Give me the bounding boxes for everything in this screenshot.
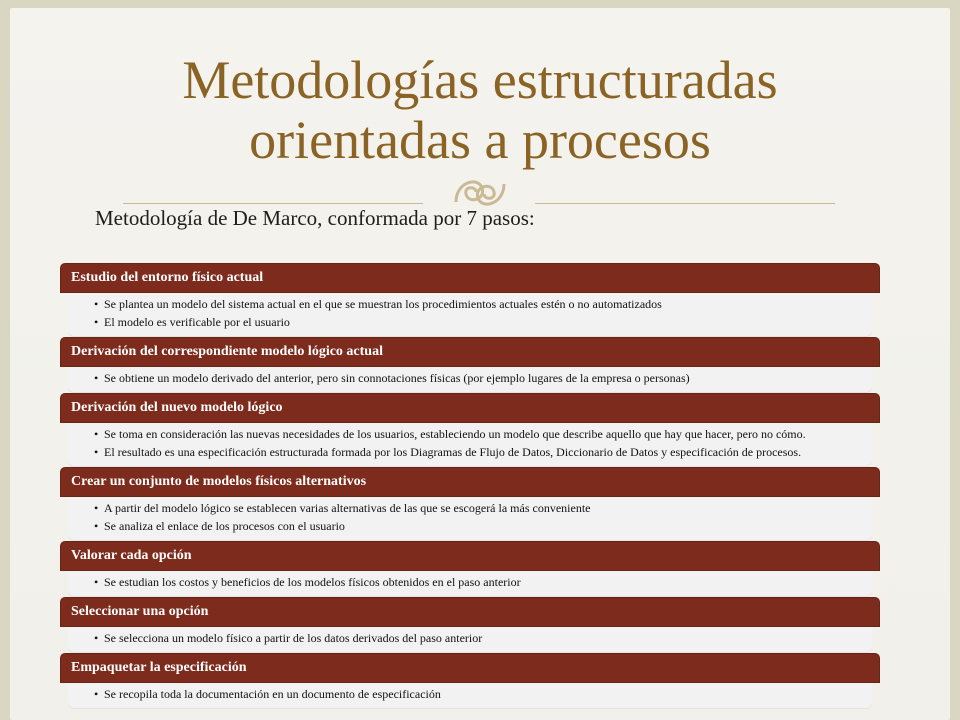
step-block bbox=[60, 337, 880, 393]
bullet-dot-icon: • bbox=[94, 445, 99, 459]
step-block bbox=[60, 467, 880, 541]
step-header: Valorar cada opción bbox=[60, 541, 880, 571]
step-block bbox=[60, 263, 880, 337]
step-bullet-text: Se recopila toda la documentación en un documento de especificación bbox=[104, 687, 441, 701]
step-header: Derivación del correspondiente modelo lógico actual bbox=[60, 337, 880, 367]
step-bullet-text: El modelo es verificable por el usuario bbox=[104, 315, 290, 329]
step-bullet bbox=[94, 315, 856, 329]
step-body bbox=[68, 497, 872, 541]
step-bullet bbox=[94, 297, 856, 311]
step-block bbox=[60, 597, 880, 653]
title-line-2: orientadas a procesos bbox=[249, 110, 711, 170]
bullet-dot-icon: • bbox=[94, 297, 99, 311]
step-block bbox=[60, 653, 880, 709]
bullet-dot-icon: • bbox=[94, 315, 99, 329]
step-body bbox=[68, 293, 872, 337]
slide-subtitle: Metodología de De Marco, conformada por 7 pasos: bbox=[95, 206, 535, 230]
step-bullet bbox=[94, 519, 856, 533]
step-bullet-text: Se selecciona un modelo físico a partir de los datos derivados del paso anterior bbox=[104, 631, 483, 645]
step-bullet bbox=[94, 427, 856, 441]
step-body bbox=[68, 571, 872, 597]
step-bullet bbox=[94, 371, 856, 385]
step-body bbox=[68, 423, 872, 467]
step-block bbox=[60, 393, 880, 467]
bullet-dot-icon: • bbox=[94, 371, 99, 385]
step-bullet-text: Se plantea un modelo del sistema actual en el que se muestran los procedimientos actuales estén o no automatizados bbox=[104, 297, 662, 311]
title-rule-right bbox=[535, 203, 835, 204]
step-bullet-text: El resultado es una especificación estructurada formada por los Diagramas de Flujo de Datos, Diccionario de Datos y especificación de procesos. bbox=[104, 445, 802, 459]
step-body bbox=[68, 627, 872, 653]
step-bullet-text: Se analiza el enlace de los procesos con el usuario bbox=[104, 519, 345, 533]
bullet-dot-icon: • bbox=[94, 519, 99, 533]
step-bullet bbox=[94, 687, 856, 701]
step-bullet-text: Se estudian los costos y beneficios de los modelos físicos obtenidos en el paso anterior bbox=[104, 575, 521, 589]
steps-list bbox=[60, 263, 880, 709]
step-bullet bbox=[94, 445, 856, 459]
step-bullet bbox=[94, 501, 856, 515]
step-bullet bbox=[94, 631, 856, 645]
bullet-dot-icon: • bbox=[94, 631, 99, 645]
bullet-dot-icon: • bbox=[94, 687, 99, 701]
step-header: Derivación del nuevo modelo lógico bbox=[60, 393, 880, 423]
bullet-dot-icon: • bbox=[94, 575, 99, 589]
step-body bbox=[68, 367, 872, 393]
step-bullet bbox=[94, 575, 856, 589]
slide-title bbox=[80, 50, 880, 170]
step-bullet-text: A partir del modelo lógico se establecen varias alternativas de las que se escogerá la más conveniente bbox=[104, 501, 591, 515]
step-header: Seleccionar una opción bbox=[60, 597, 880, 627]
step-header: Estudio del entorno físico actual bbox=[60, 263, 880, 293]
step-body bbox=[68, 683, 872, 709]
step-bullet-text: Se toma en consideración las nuevas necesidades de los usuarios, estableciendo un modelo que describe aquello que hay que hacer, pero no cómo. bbox=[104, 427, 806, 441]
step-block bbox=[60, 541, 880, 597]
title-rule-left bbox=[123, 203, 423, 204]
step-header: Empaquetar la especificación bbox=[60, 653, 880, 683]
step-header: Crear un conjunto de modelos físicos alternativos bbox=[60, 467, 880, 497]
bullet-dot-icon: • bbox=[94, 501, 99, 515]
bullet-dot-icon: • bbox=[94, 427, 99, 441]
title-line-1: Metodologías estructuradas bbox=[182, 50, 778, 110]
step-bullet-text: Se obtiene un modelo derivado del anterior, pero sin connotaciones físicas (por ejemplo lugares de la empresa o personas) bbox=[104, 371, 690, 385]
